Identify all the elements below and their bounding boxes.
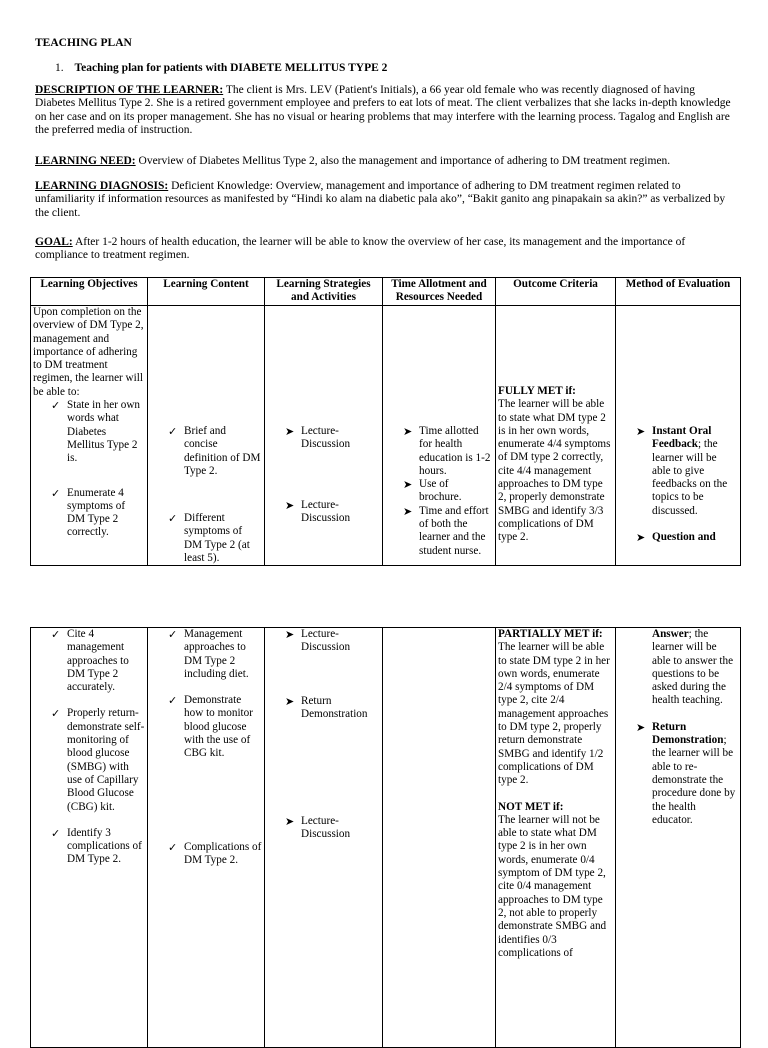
partially-met-text: The learner will be able to state DM type 2 in her own words, enumerate 2/4 symptoms of DM type 2, cite 2/4 management approaches to DM type 2, properly return demonstrate SMBG and identify 1/2 complications of DM type 2. (498, 641, 610, 787)
description-label: DESCRIPTION OF THE LEARNER: (35, 84, 224, 96)
strategies-cell (265, 306, 383, 566)
content-item: ✓ Complications of DM Type 2. (168, 840, 262, 866)
evaluation-cell (616, 628, 741, 1048)
arrow-icon: ➤ (285, 694, 295, 708)
description-text: The client is Mrs. LEV (Patient's Initials), a 66 year old female who was recently diagnosed of having Diabetes Mellitus Type 2. She is a retired government employee and prefers to eat lots of meat. The client verbalizes that she lacks in-depth knowledge on her case and on its proper management. She has no visual or hearing problems that may interfere with the learning process. Tagalog and English are the preferred media of instruction. (35, 84, 731, 137)
arrow-icon: ➤ (403, 504, 413, 518)
time-cell (383, 628, 496, 1048)
arrow-icon: ➤ (285, 628, 295, 641)
learner-description (35, 84, 732, 138)
strategy-item: ➤ Return Demonstration (285, 694, 368, 720)
arrow-icon: ➤ (636, 720, 646, 734)
need-text: Overview of Diabetes Mellitus Type 2, also the management and importance of adhering to DM treatment regimen. (138, 155, 671, 167)
need-label: LEARNING NEED: (35, 155, 136, 167)
evaluation-item: ➤ Question and (636, 531, 716, 545)
time-item: ➤ Time allotted for health education is 1-2 hours. (403, 425, 491, 477)
learning-need (35, 155, 732, 168)
objective-item: ✓ Identify 3 complications of DM Type 2. (51, 826, 142, 866)
header-time: Time Allotment and Resources Needed (383, 278, 496, 306)
objectives-intro: Upon completion on the overview of DM Type 2, management and importance of adhering to DM treatment regimen, the learner will be able to: (33, 306, 144, 398)
strategies-cell (265, 628, 383, 1048)
content-cell (148, 306, 265, 566)
goal (35, 236, 732, 263)
plan-title (55, 62, 752, 75)
time-item: ➤ Time and effort of both the learner and the student nurse. (403, 504, 489, 557)
evaluation-cell (616, 306, 741, 566)
header-objectives: Learning Objectives (31, 278, 148, 306)
check-icon: ✓ (51, 628, 61, 641)
content-item: ✓ Brief and concise definition of DM Type 2. (168, 425, 261, 477)
objective-item: ✓ Cite 4 management approaches to DM Type 2 accurately. (51, 628, 129, 694)
content-item: ✓ Management approaches to DM Type 2 including diet. (168, 628, 249, 680)
arrow-icon: ➤ (285, 425, 295, 438)
fully-met-text: The learner will be able to state what DM type 2 is in her own words, enumerate 4/4 symptoms of DM type 2 correctly, cite 4/4 management approaches to DM type 2, properly demonstrate SMBG and identify 3/3 complications of DM type 2. (498, 398, 611, 544)
objective-item: ✓ Properly return-demonstrate self-monitoring of blood glucose (SMBG) with use of Capillary Blood Glucose (CBG) kit. (51, 707, 145, 813)
evaluation-item: ➤ Return Demonstration; the learner will be able to re-demonstrate the procedure done by the health educator. (636, 720, 736, 826)
table-row (31, 306, 741, 566)
arrow-icon: ➤ (285, 498, 295, 512)
diagnosis-text: Deficient Knowledge: Overview, management and importance of adhering to DM treatment regimen related to unfamiliarity if information resources as manifested by “Hindi ko alam na diabetic pala ako”, “Bakit ganito ang pinapakain sa akin?” as verbalized by the client. (35, 180, 726, 219)
arrow-icon: ➤ (403, 425, 413, 438)
check-icon: ✓ (168, 628, 178, 641)
heading-text: TEACHING PLAN (35, 37, 132, 49)
arrow-icon: ➤ (636, 425, 646, 438)
check-icon: ✓ (51, 707, 61, 721)
table-row (31, 628, 741, 1048)
strategy-item: ➤ Lecture-Discussion (285, 628, 351, 654)
check-icon: ✓ (168, 694, 178, 708)
time-item: ➤ Use of brochure. (403, 478, 462, 504)
evaluation-item: ➤ Instant Oral Feedback; the learner will be able to give feedbacks on the topics to be discussed. (636, 425, 728, 517)
content-item: ✓ Different symptoms of DM Type 2 (at least 5). (168, 512, 250, 565)
objective-item: ✓ Enumerate 4 symptoms of DM Type 2 correctly. (51, 486, 126, 539)
time-cell (383, 306, 496, 566)
objective-item: ✓ State in her own words what Diabetes Mellitus Type 2 is. (51, 399, 141, 465)
check-icon: ✓ (51, 826, 61, 840)
arrow-icon: ➤ (403, 478, 413, 492)
check-icon: ✓ (168, 425, 178, 438)
content-cell (148, 628, 265, 1048)
evaluation-continued: Answer; the learner will be able to answer the questions to be asked during the health teaching. (652, 628, 734, 707)
objectives-cell (31, 306, 148, 566)
diagnosis-label: LEARNING DIAGNOSIS: (35, 180, 169, 192)
strategy-item: ➤ Lecture-Discussion (285, 498, 351, 524)
goal-text: After 1-2 hours of health education, the learner will be able to know the overview of her case, its management and the importance of compliance to treatment regimen. (35, 236, 686, 262)
learning-diagnosis (35, 180, 732, 220)
objectives-cell (31, 628, 148, 1048)
plan-title-text: Teaching plan for patients with DIABETE MELLITUS TYPE 2 (74, 62, 388, 74)
header-content: Learning Content (148, 278, 265, 306)
check-icon: ✓ (51, 399, 61, 413)
not-met-text: The learner will not be able to state what DM type 2 is in her own words, enumerate 0/4 symptom of DM type 2, cite 0/4 management approaches to DM type 2, not able to properly demonstrate SMBG and identifies 0/3 complications of (498, 813, 607, 959)
strategy-item: ➤ Lecture-Discussion (285, 425, 351, 451)
content-item: ✓ Demonstrate how to monitor blood glucose with the use of CBG kit. (168, 694, 253, 760)
goal-label: GOAL: (35, 236, 73, 248)
teaching-plan-table-2 (30, 627, 741, 1048)
fully-met-label: FULLY MET if: (498, 385, 576, 397)
header-strategies: Learning Strategies and Activities (265, 278, 383, 306)
check-icon: ✓ (168, 512, 178, 526)
page-heading (35, 37, 732, 50)
check-icon: ✓ (168, 840, 178, 854)
not-met-label: NOT MET if: (498, 800, 564, 813)
arrow-icon: ➤ (636, 531, 646, 545)
outcome-cell (496, 628, 616, 1048)
strategy-item: ➤ Lecture-Discussion (285, 815, 351, 841)
check-icon: ✓ (51, 486, 61, 500)
partially-met-label: PARTIALLY MET if: (498, 628, 603, 640)
teaching-plan-table-1 (30, 277, 741, 566)
header-outcome: Outcome Criteria (496, 278, 616, 306)
table-header-row (31, 278, 741, 306)
plan-number: 1. (55, 62, 64, 74)
outcome-cell (496, 306, 616, 566)
arrow-icon: ➤ (285, 815, 295, 829)
header-evaluation: Method of Evaluation (616, 278, 741, 306)
